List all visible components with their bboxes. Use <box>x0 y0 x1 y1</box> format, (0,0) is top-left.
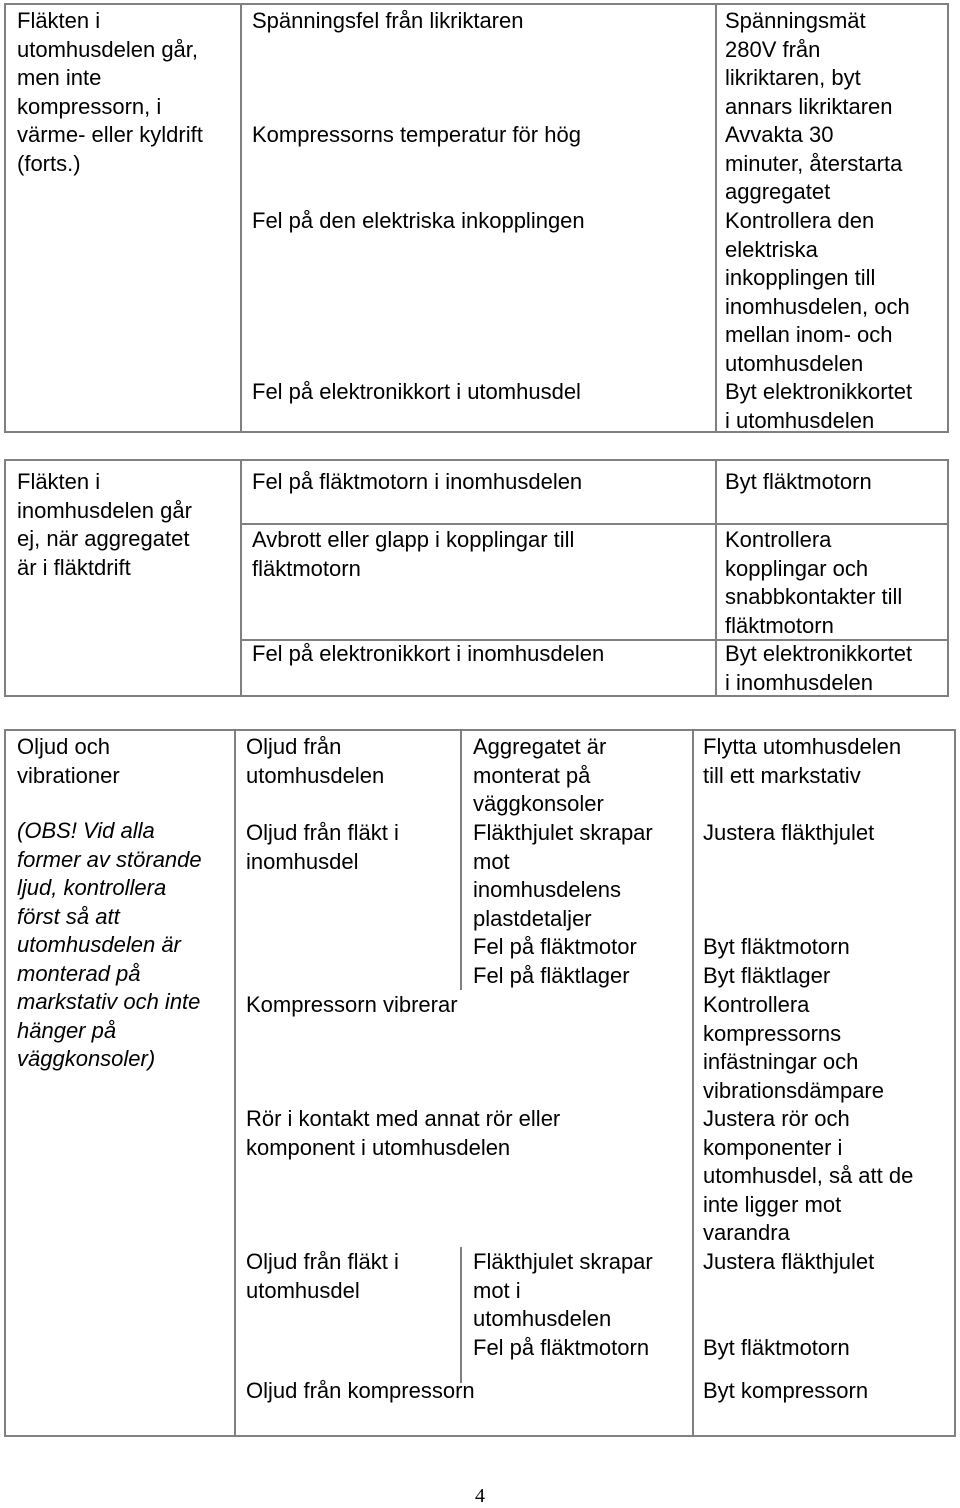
troubleshooting-table-1 <box>4 3 949 433</box>
symptom-outdoor-fan-runs: Fläkten i utomhusdelen går, men inte kompressorn, i värme- eller kyldrift (forts.) <box>17 8 203 176</box>
noise-note: (OBS! Vid alla former av störande ljud, kontrollera först så att utomhusdelen är monterad på markstativ och inte hänger på väggkonsoler) <box>17 818 202 1071</box>
cause-outdoor-fan-noise: Oljud från fläkt i utomhusdel <box>246 1249 399 1303</box>
remedy-adjust-pipes: Justera rör och komponenter i utomhusdel, så att de inte ligger mot varandra <box>703 1106 914 1245</box>
remedy-rectifier-voltage: Spänningsmät 280V från likriktaren, byt annars likriktaren <box>725 8 893 119</box>
detail-fan-scraping-indoor: Fläkthjulet skrapar mot inomhusdelens plastdetaljer <box>473 820 653 931</box>
remedy-check-compressor-mounts: Kontrollera kompressorns infästningar och vibrationsdämpare <box>703 992 884 1103</box>
cause-outdoor-circuit-board: Fel på elektronikkort i utomhusdel <box>252 379 581 404</box>
remedy-move-to-stand: Flytta utomhusdelen till ett markstativ <box>703 734 902 788</box>
remedy-indoor-circuit-board: Byt elektronikkortet i inomhusdelen <box>725 641 913 695</box>
page-number: 4 <box>475 1485 485 1507</box>
remedy-outdoor-circuit-board: Byt elektronikkortet i utomhusdelen <box>725 379 913 433</box>
detail-fan-motor-fault-outdoor: Fel på fläktmotorn <box>473 1335 650 1360</box>
cause-indoor-circuit-board: Fel på elektronikkort i inomhusdelen <box>252 641 605 666</box>
remedy-replace-fan-bearing: Byt fläktlager <box>703 963 831 988</box>
troubleshooting-table-2 <box>4 459 949 697</box>
cause-compressor-temperature: Kompressorns temperatur för hög <box>252 122 581 147</box>
cause-compressor-vibration: Kompressorn vibrerar <box>246 992 458 1017</box>
remedy-replace-compressor: Byt kompressorn <box>703 1378 869 1403</box>
detail-fan-bearing-fault: Fel på fläktlager <box>473 963 630 988</box>
cause-rectifier-voltage: Spänningsfel från likriktaren <box>252 8 524 33</box>
cause-indoor-fan-noise: Oljud från fläkt i inomhusdel <box>246 820 399 874</box>
troubleshooting-table-3 <box>4 729 956 1437</box>
cause-indoor-fan-motor: Fel på fläktmotorn i inomhusdelen <box>252 469 583 494</box>
detail-fan-motor-fault: Fel på fläktmotor <box>473 934 637 959</box>
cause-fan-motor-connections: Avbrott eller glapp i kopplingar till fläktmotorn <box>252 527 575 581</box>
remedy-replace-fan-motor: Byt fläktmotorn <box>703 934 850 959</box>
symptom-indoor-fan-not-running: Fläkten i inomhusdelen går ej, när aggregatet är i fläktdrift <box>17 469 192 580</box>
remedy-replace-fan-motor-outdoor: Byt fläktmotorn <box>703 1335 850 1360</box>
remedy-compressor-temperature: Avvakta 30 minuter, återstarta aggregatet <box>725 122 903 204</box>
cause-compressor-noise: Oljud från kompressorn <box>246 1378 475 1403</box>
remedy-adjust-fan-indoor: Justera fläkthjulet <box>703 820 875 845</box>
symptom-noise-vibration: Oljud och vibrationer <box>17 734 120 788</box>
remedy-adjust-fan-outdoor: Justera fläkthjulet <box>703 1249 875 1274</box>
detail-wall-brackets: Aggregatet är monterat på väggkonsoler <box>473 734 607 816</box>
remedy-indoor-fan-motor: Byt fläktmotorn <box>725 469 872 494</box>
remedy-fan-motor-connections: Kontrollera kopplingar och snabbkontakter till fläktmotorn <box>725 527 903 638</box>
cause-pipe-contact: Rör i kontakt med annat rör eller komponent i utomhusdelen <box>246 1106 561 1160</box>
detail-fan-scraping-outdoor: Fläkthjulet skrapar mot i utomhusdelen <box>473 1249 653 1331</box>
cause-outdoor-noise: Oljud från utomhusdelen <box>246 734 385 788</box>
remedy-electrical-connection: Kontrollera den elektriska inkopplingen till inomhusdelen, och mellan inom- och utomhusdelen <box>725 208 910 376</box>
cause-electrical-connection: Fel på den elektriska inkopplingen <box>252 208 585 233</box>
